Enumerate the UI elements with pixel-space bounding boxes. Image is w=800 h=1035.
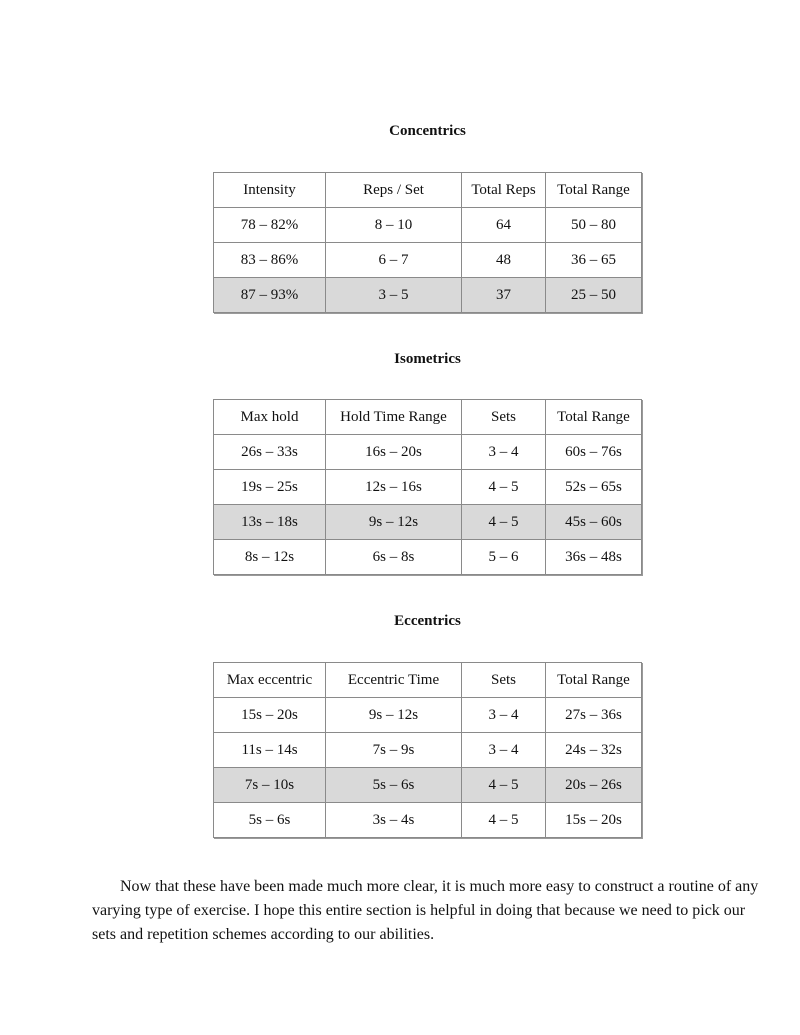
- table-cell: 3 – 4: [462, 435, 546, 470]
- table-row: [214, 768, 642, 803]
- column-header: Total Range: [546, 400, 642, 435]
- paragraph-text: Now that these have been made much more clear, it is much more easy to construct a routine of any varying type of exercise. I hope this entire section is helpful in doing that because we need to pick our sets and repetition schemes according to our abilities.: [92, 878, 759, 943]
- table-cell: 60s – 76s: [546, 435, 642, 470]
- closing-paragraph: [92, 875, 762, 947]
- table-cell: 27s – 36s: [546, 698, 642, 733]
- table-cell: 3s – 4s: [326, 803, 462, 838]
- table-row: [214, 733, 642, 768]
- table-cell: 16s – 20s: [326, 435, 462, 470]
- table-cell: 6s – 8s: [326, 540, 462, 575]
- table-cell: 48: [462, 243, 546, 278]
- column-header: Total Range: [546, 173, 642, 208]
- column-header: Total Range: [546, 663, 642, 698]
- table-cell: 4 – 5: [462, 768, 546, 803]
- column-header: Sets: [462, 400, 546, 435]
- column-header: Hold Time Range: [326, 400, 462, 435]
- table-cell: 3 – 4: [462, 698, 546, 733]
- table-cell: 5s – 6s: [214, 803, 326, 838]
- concentrics-table: [213, 172, 642, 313]
- table-cell: 13s – 18s: [214, 505, 326, 540]
- table-cell: 52s – 65s: [546, 470, 642, 505]
- table-cell: 36 – 65: [546, 243, 642, 278]
- table-row: [214, 278, 642, 313]
- table-row: [214, 540, 642, 575]
- table-cell: 26s – 33s: [214, 435, 326, 470]
- table-row: [214, 435, 642, 470]
- eccentrics-title: Eccentrics: [394, 613, 461, 629]
- table-cell: 12s – 16s: [326, 470, 462, 505]
- table-cell: 64: [462, 208, 546, 243]
- table-cell: 37: [462, 278, 546, 313]
- table-cell: 50 – 80: [546, 208, 642, 243]
- table-cell: 7s – 9s: [326, 733, 462, 768]
- table-cell: 5 – 6: [462, 540, 546, 575]
- table-row: [214, 803, 642, 838]
- column-header: Eccentric Time: [326, 663, 462, 698]
- table-cell: 6 – 7: [326, 243, 462, 278]
- table-header-row: [214, 173, 642, 208]
- table-cell: 36s – 48s: [546, 540, 642, 575]
- table-cell: 5s – 6s: [326, 768, 462, 803]
- column-header: Max eccentric: [214, 663, 326, 698]
- table-cell: 3 – 4: [462, 733, 546, 768]
- column-header: Total Reps: [462, 173, 546, 208]
- table-row: [214, 698, 642, 733]
- isometrics-title: Isometrics: [394, 351, 461, 367]
- column-header: Sets: [462, 663, 546, 698]
- column-header: Reps / Set: [326, 173, 462, 208]
- table-header-row: [214, 663, 642, 698]
- table-cell: 15s – 20s: [214, 698, 326, 733]
- table-cell: 25 – 50: [546, 278, 642, 313]
- table-row: [214, 208, 642, 243]
- table-cell: 8 – 10: [326, 208, 462, 243]
- column-header: Max hold: [214, 400, 326, 435]
- table-cell: 87 – 93%: [214, 278, 326, 313]
- eccentrics-table: [213, 662, 642, 838]
- table-cell: 3 – 5: [326, 278, 462, 313]
- table-cell: 8s – 12s: [214, 540, 326, 575]
- table-cell: 4 – 5: [462, 505, 546, 540]
- table-header-row: [214, 400, 642, 435]
- table-row: [214, 505, 642, 540]
- table-row: [214, 470, 642, 505]
- table-row: [214, 243, 642, 278]
- table-cell: 19s – 25s: [214, 470, 326, 505]
- table-cell: 15s – 20s: [546, 803, 642, 838]
- isometrics-table: [213, 399, 642, 575]
- table-cell: 4 – 5: [462, 803, 546, 838]
- table-cell: 9s – 12s: [326, 698, 462, 733]
- table-cell: 45s – 60s: [546, 505, 642, 540]
- table-cell: 83 – 86%: [214, 243, 326, 278]
- column-header: Intensity: [214, 173, 326, 208]
- table-cell: 9s – 12s: [326, 505, 462, 540]
- table-cell: 20s – 26s: [546, 768, 642, 803]
- table-cell: 7s – 10s: [214, 768, 326, 803]
- concentrics-title: Concentrics: [389, 123, 466, 139]
- table-cell: 78 – 82%: [214, 208, 326, 243]
- table-cell: 11s – 14s: [214, 733, 326, 768]
- table-cell: 24s – 32s: [546, 733, 642, 768]
- table-cell: 4 – 5: [462, 470, 546, 505]
